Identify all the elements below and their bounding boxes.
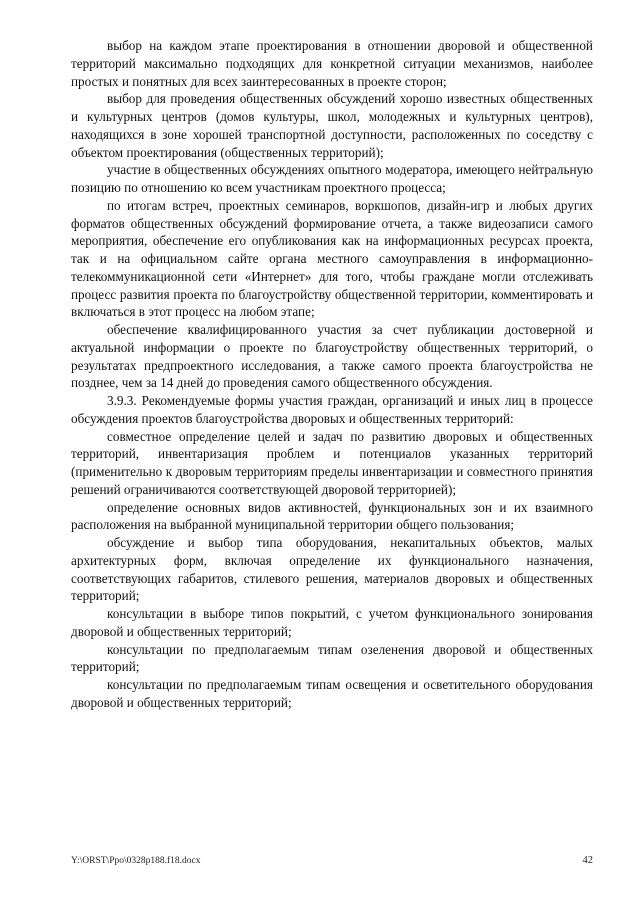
footer-file-path: Y:\ORST\Ppo\0328p188.f18.docx <box>71 856 201 866</box>
paragraph: определение основных видов активностей, функциональных зон и их взаимного расположения на выбранной муниципальной территории общего пользования; <box>71 499 593 533</box>
page-number: 42 <box>582 855 593 866</box>
paragraph: выбор на каждом этапе проектирования в отношении дворовой и общественной территорий максимально подходящих для конкретной ситуации механизмов, наиболее простых и понятных для всех заинтересованных в проекте сторон; <box>71 38 593 89</box>
paragraph: консультации по предполагаемым типам озеленения дворовой и общественных территорий; <box>71 641 593 675</box>
section-paragraph-3-9-3: 3.9.3. Рекомендуемые формы участия граждан, организаций и иных лиц в процессе обсуждения проектов благоустройства дворовых и общественных территорий: <box>71 393 593 426</box>
paragraph: консультации в выборе типов покрытий, с учетом функционального зонирования дворовой и общественных территорий; <box>71 606 593 639</box>
paragraph: консультации по предполагаемым типам освещения и осветительного оборудования дворовой и общественных территорий; <box>71 677 593 710</box>
paragraph: обеспечение квалифицированного участия за счет публикации достоверной и актуальной информации о проекте по благоустройству общественных территорий, о результатах предпроектного исследования, а также самого проекта благоустройства не позднее, чем за 14 дней до проведения самого общественного обсуждения. <box>71 322 593 391</box>
paragraph: выбор для проведения общественных обсуждений хорошо известных общественных и культурных центров (домов культуры, школ, молодежных и культурных центров), находящихся в зоне хорошей транспортной доступности, расположенных по соседству с объектом проектирования (общественных территорий); <box>71 91 593 160</box>
paragraph: обсуждение и выбор типа оборудования, некапитальных объектов, малых архитектурных форм, включая определение их функционального назначения, соответствующих габаритов, стилевого решения, материалов дворовых и общественных территорий; <box>71 535 593 604</box>
document-body <box>71 37 593 712</box>
paragraph: участие в общественных обсуждениях опытного модератора, имеющего нейтральную позицию по отношению ко всем участникам проектного процесса; <box>71 162 593 195</box>
paragraph: совместное определение целей и задач по развитию дворовых и общественных территорий, инвентаризация проблем и потенциалов указанных территорий (применительно к дворовым территориям пределы инвентаризации и совместного принятия решений ограничиваются соответствующей дворовой территорией); <box>71 428 593 497</box>
paragraph: по итогам встреч, проектных семинаров, воркшопов, дизайн-игр и любых других форматов общественных обсуждений формирование отчета, а также видеозаписи самого мероприятия, обеспечение его опубликования как на информационных ресурсах проекта, так и на официальном сайте органа местного самоуправления в информационно-телекоммуникационной сети «Интернет» для того, чтобы граждане могли отслеживать процесс развития проекта по благоустройству общественной территории, комментировать и включаться в этот процесс на любом этапе; <box>71 197 593 320</box>
